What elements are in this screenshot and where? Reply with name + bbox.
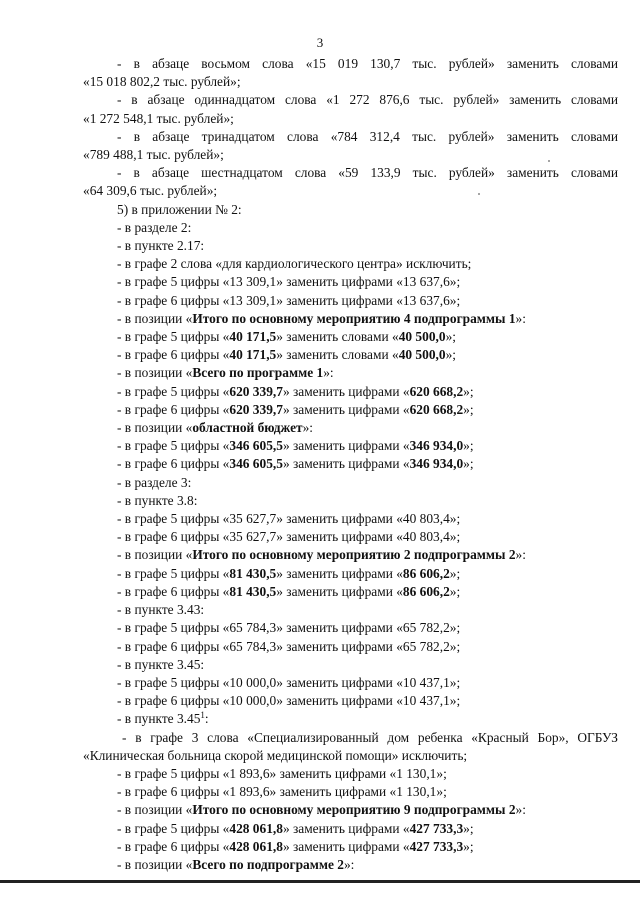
bold-text: 346 934,0 [409, 438, 464, 454]
text-line [83, 656, 618, 674]
text-segment: - в разделе 2: [117, 219, 192, 235]
text-line [83, 729, 618, 747]
text-line [83, 492, 618, 510]
text-segment: - в графе 5 цифры «13 309,1» заменить цифрами «13 637,6»; [117, 274, 461, 290]
text-line [83, 455, 618, 473]
text-segment: - в графе 5 цифры « [117, 438, 230, 454]
text-line [83, 292, 618, 310]
text-segment: » заменить словами « [276, 347, 399, 363]
text-segment: - в абзаце восьмом слова «15 019 130,7 тыс. рублей» заменить словами [117, 56, 618, 71]
text-line [83, 565, 618, 583]
bold-text: 620 668,2 [409, 383, 464, 399]
text-line [83, 328, 618, 346]
text-line [83, 128, 618, 146]
text-segment: - в графе 6 цифры « [117, 401, 230, 417]
text-line [83, 401, 618, 419]
text-line [83, 310, 618, 328]
text-line [83, 638, 618, 656]
text-segment: »: [515, 547, 526, 563]
bold-text: 86 606,2 [402, 565, 450, 581]
text-line [83, 419, 618, 437]
text-segment: «15 018 802,2 тыс. рублей»; [83, 74, 241, 90]
text-segment: »: [515, 310, 526, 326]
text-line [83, 73, 618, 91]
text-segment: - в пункте 3.45 [117, 711, 201, 727]
text-line [83, 528, 618, 546]
text-segment: » заменить словами « [276, 329, 399, 345]
scan-speck [548, 160, 550, 162]
text-segment: - в графе 6 цифры «1 893,6» заменить цифрами «1 130,1»; [117, 784, 447, 800]
text-line [83, 146, 618, 164]
superscript: 1 [200, 710, 205, 721]
text-segment: » заменить цифрами « [282, 838, 410, 854]
text-line [83, 91, 618, 109]
scan-speck [478, 193, 480, 195]
text-segment: » заменить цифрами « [282, 383, 410, 399]
bold-text: областной бюджет [192, 420, 303, 436]
bold-text: 40 500,0 [398, 329, 446, 345]
text-line [83, 674, 618, 692]
text-segment: - в пункте 3.8: [117, 492, 198, 508]
text-segment: - в графе 6 цифры «35 627,7» заменить цифрами «40 803,4»; [117, 529, 461, 545]
text-segment: - в графе 6 цифры « [117, 456, 230, 472]
text-line [83, 437, 618, 455]
bold-text: 346 605,5 [229, 438, 283, 454]
text-segment: - в пункте 2.17: [117, 238, 205, 254]
document-body [83, 55, 618, 874]
text-segment: - в позиции « [117, 856, 193, 872]
text-line [83, 364, 618, 382]
text-segment: »; [449, 583, 461, 599]
text-segment: - в графе 5 цифры « [117, 565, 230, 581]
text-line [83, 765, 618, 783]
text-segment: - в графе 6 цифры «65 784,3» заменить цифрами «65 782,2»; [117, 638, 461, 654]
text-line [83, 383, 618, 401]
text-segment: - в пункте 3.43: [117, 602, 205, 618]
bold-text: 40 171,5 [229, 329, 277, 345]
text-line [83, 219, 618, 237]
text-segment: »; [445, 347, 456, 363]
text-segment: - в позиции « [117, 547, 193, 563]
text-segment: «Клиническая больница скорой медицинской помощи» исключить; [83, 747, 468, 763]
text-segment: - в графе 5 цифры « [117, 383, 230, 399]
text-segment: «1 272 548,1 тыс. рублей»; [83, 110, 234, 126]
text-segment: - в графе 6 цифры « [117, 838, 230, 854]
bold-text: Всего по программе 1 [192, 365, 324, 381]
text-segment: - в графе 6 цифры « [117, 347, 230, 363]
text-segment: »; [463, 438, 474, 454]
text-line [83, 692, 618, 710]
text-segment: »; [463, 820, 474, 836]
text-segment: »; [463, 383, 474, 399]
text-line [83, 237, 618, 255]
text-segment: »: [323, 365, 334, 381]
text-segment: - в позиции « [117, 420, 193, 436]
text-segment: - в графе 6 цифры «13 309,1» заменить цифрами «13 637,6»; [117, 292, 461, 308]
page-number: 3 [316, 35, 324, 50]
text-line [83, 801, 618, 819]
bold-text: 620 339,7 [229, 401, 283, 417]
text-line [83, 820, 618, 838]
text-segment: » заменить цифрами « [276, 565, 403, 581]
text-segment: - в абзаце тринадцатом слова «784 312,4 тыс. рублей» заменить словами [117, 128, 618, 144]
bold-text: 81 430,5 [229, 565, 277, 581]
text-line [83, 201, 618, 219]
text-segment: - в графе 5 цифры «10 000,0» заменить цифрами «10 437,1»; [117, 674, 461, 690]
bold-text: 620 339,7 [229, 383, 283, 399]
text-segment: - в графе 5 цифры «35 627,7» заменить цифрами «40 803,4»; [117, 511, 461, 527]
text-segment: «789 488,1 тыс. рублей»; [83, 147, 224, 163]
text-line [83, 601, 618, 619]
text-segment: - в абзаце шестнадцатом слова «59 133,9 тыс. рублей» заменить словами [117, 165, 618, 181]
text-line [83, 856, 618, 874]
text-segment: - в графе 6 цифры «10 000,0» заменить цифрами «10 437,1»; [117, 693, 461, 709]
text-segment: 5) в приложении № 2: [117, 201, 242, 217]
text-segment: - в разделе 3: [117, 474, 192, 490]
bold-text: 86 606,2 [402, 583, 450, 599]
text-segment: - в пункте 3.45: [117, 656, 205, 672]
text-line [83, 510, 618, 528]
text-segment: - в графе 3 слова «Специализированный дом ребенка «Красный Бор», ОГБУЗ [122, 729, 618, 745]
text-line [83, 164, 618, 182]
bold-text: Всего по подпрограмме 2 [192, 856, 344, 872]
text-segment: - в позиции « [117, 802, 193, 818]
bold-text: Итого по основному мероприятию 9 подпрограммы 2 [192, 802, 516, 818]
text-line [83, 110, 618, 128]
text-segment: »; [445, 329, 456, 345]
bold-text: 428 061,8 [229, 838, 283, 854]
text-segment: »; [449, 565, 461, 581]
text-segment: «64 309,6 тыс. рублей»; [83, 183, 218, 199]
text-segment: - в графе 5 цифры «1 893,6» заменить цифрами «1 130,1»; [117, 765, 447, 781]
text-segment: - в графе 6 цифры « [117, 583, 230, 599]
text-segment: - в позиции « [117, 310, 193, 326]
text-segment: » заменить цифрами « [282, 438, 410, 454]
bold-text: Итого по основному мероприятию 4 подпрограммы 1 [192, 310, 516, 326]
text-segment: - в абзаце одиннадцатом слова «1 272 876,6 тыс. рублей» заменить словами [117, 92, 618, 108]
bold-text: Итого по основному мероприятию 2 подпрограммы 2 [192, 547, 516, 563]
text-segment: - в графе 5 цифры «65 784,3» заменить цифрами «65 782,2»; [117, 620, 461, 636]
bold-text: 620 668,2 [409, 401, 464, 417]
bold-text: 427 733,3 [409, 838, 464, 854]
text-segment: » заменить цифрами « [282, 456, 410, 472]
page-bottom-rule [0, 880, 640, 883]
text-line [83, 747, 618, 765]
text-segment: : [204, 711, 209, 727]
text-line [83, 710, 618, 728]
text-line [83, 583, 618, 601]
text-segment: » заменить цифрами « [282, 820, 410, 836]
text-segment: »; [463, 456, 474, 472]
text-segment: »; [463, 401, 474, 417]
text-segment: »: [515, 802, 526, 818]
text-segment: » заменить цифрами « [276, 583, 403, 599]
text-line [83, 182, 618, 200]
bold-text: 40 171,5 [229, 347, 277, 363]
text-line [83, 273, 618, 291]
text-segment: - в графе 5 цифры « [117, 820, 230, 836]
text-line [83, 255, 618, 273]
text-line [83, 783, 618, 801]
bold-text: 346 934,0 [409, 456, 464, 472]
text-segment: - в позиции « [117, 365, 193, 381]
text-segment: - в графе 5 цифры « [117, 329, 230, 345]
bold-text: 81 430,5 [229, 583, 277, 599]
bold-text: 40 500,0 [398, 347, 446, 363]
text-segment: » заменить цифрами « [282, 401, 410, 417]
bold-text: 427 733,3 [409, 820, 464, 836]
text-line [83, 346, 618, 364]
text-segment: »: [343, 856, 355, 872]
text-segment: »: [302, 420, 314, 436]
text-segment: »; [463, 838, 474, 854]
bold-text: 428 061,8 [229, 820, 283, 836]
bold-text: 346 605,5 [229, 456, 283, 472]
text-line [83, 55, 618, 73]
text-line [83, 474, 618, 492]
text-segment: - в графе 2 слова «для кардиологического центра» исключить; [117, 256, 472, 272]
text-line [83, 546, 618, 564]
text-line [83, 838, 618, 856]
text-line [83, 619, 618, 637]
